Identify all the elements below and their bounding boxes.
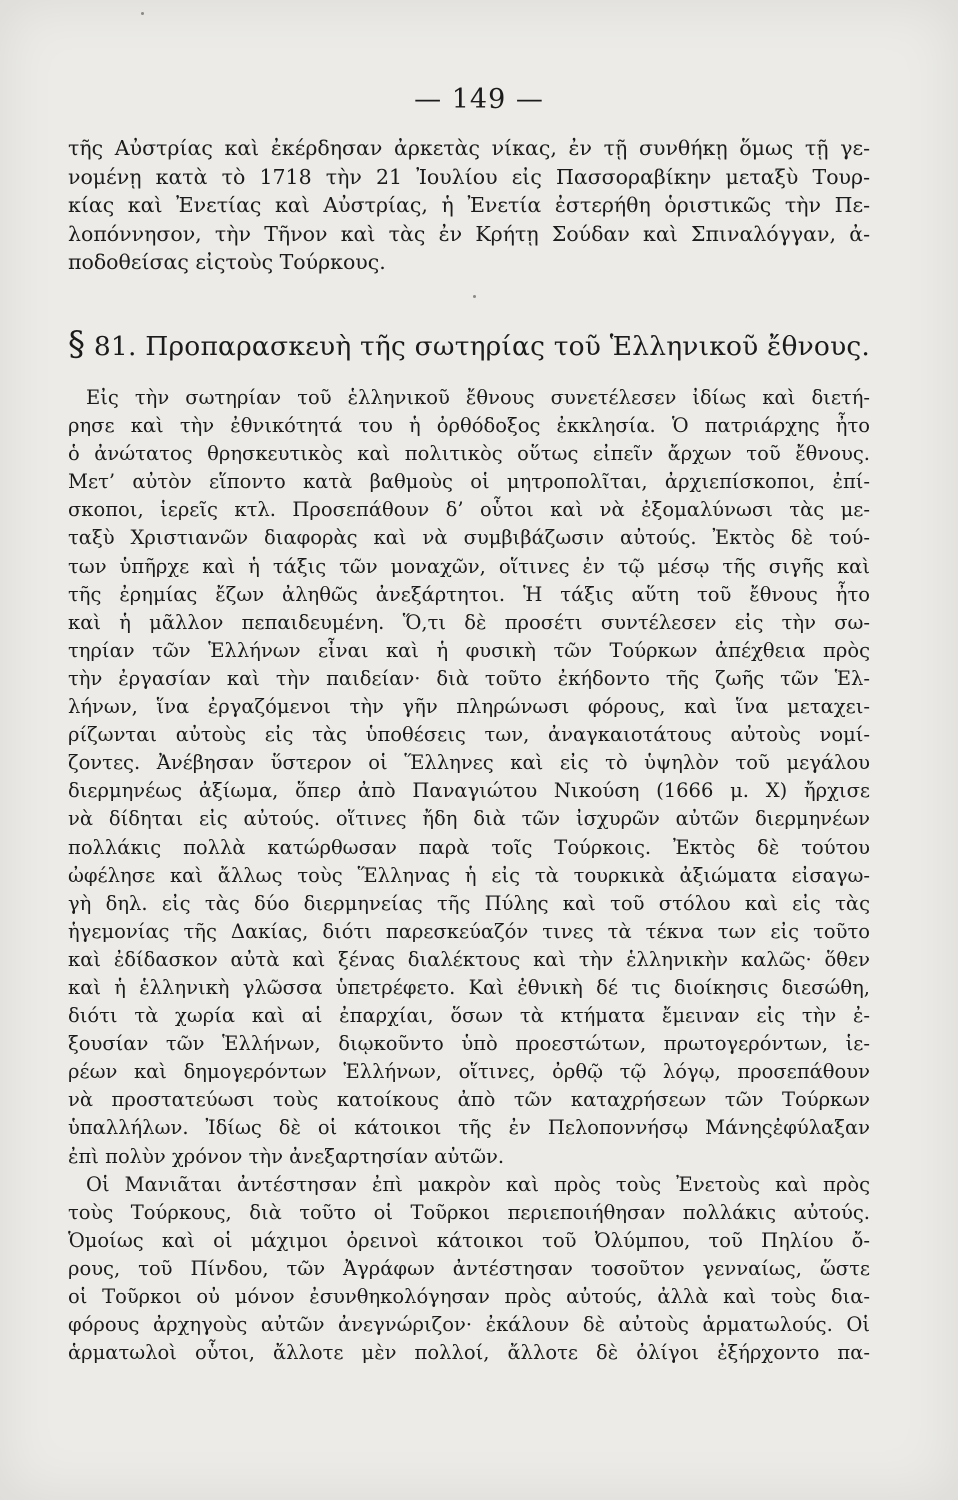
text-line: νὰ δίδηται εἰς αὐτούς. οἵτινες ἤδη διὰ τῶν ἰσχυρῶν αὐτῶν διερμηνέων [68, 807, 870, 831]
text-line: των ὑπῆρχε καὶ ἡ τάξις τῶν μοναχῶν, οἵτινες ἐν τῷ μέσῳ τῆς σιγῆς καὶ [68, 554, 870, 578]
text-line: ρους, τοῦ Πίνδου, τῶν Ἀγράφων ἀντέστησαν τοσοῦτον γενναίως, ὥστε [68, 1256, 870, 1280]
text-line: ρίζωνται αὐτοὺς εἰς τὰς ὑποθέσεις των, ἀναγκαιοτάτους αὐτοὺς νομί- [68, 723, 870, 747]
section-heading-text: 81. Προπαρασκευὴ τῆς σωτηρίας τοῦ Ἑλληνικοῦ ἔθνους. [93, 331, 871, 362]
text-line: κίας καὶ Ἐνετίας καὶ Αὐστρίας, ἡ Ἐνετία ἐστερήθη ὁριστικῶς τὴν Πε- [68, 193, 870, 218]
text-line: σκοποι, ἱερεῖς κτλ. Προσεπάθουν δ’ οὗτοι καὶ νὰ ἐξομαλύνωσι τὰς με- [68, 498, 870, 522]
text-line: ἁρματωλοὶ οὗτοι, ἄλλοτε μὲν πολλοί, ἄλλοτε δὲ ὀλίγοι ἐξήρχοντο πα- [68, 1341, 870, 1365]
text-line: ρησε καὶ τὴν ἐθνικότητά του ἡ ὀρθόδοξος ἐκκλησία. Ὁ πατριάρχης ἦτο [68, 414, 870, 438]
text-line: διότι τὰ χωρία καὶ αἱ ἐπαρχίαι, ὅσων τὰ κτήματα ἔμειναν εἰς τὴν ἐ- [68, 1004, 870, 1028]
text-line: τῆς ἐρημίας ἔζων ἀληθῶς ἀνεξάρτητοι. Ἡ τάξις αὕτη τοῦ ἔθνους ἦτο [68, 582, 870, 606]
text-line: καὶ ἐδίδασκον αὐτὰ καὶ ξένας διαλέκτους καὶ τὴν ἑλληνικὴν καλῶς· ὅθεν [68, 947, 870, 971]
text-line: ὁ ἀνώτατος θρησκευτικὸς καὶ πολιτικὸς οὕτως εἰπεῖν ἄρχων τοῦ ἔθνους. [68, 442, 870, 466]
text-line: Εἰς τὴν σωτηρίαν τοῦ ἑλληνικοῦ ἔθνους συνετέλεσεν ἰδίως καὶ διετή- [86, 386, 870, 409]
text-line: Οἱ Μανιᾶται ἀντέστησαν ἐπὶ μακρὸν καὶ πρὸς τοὺς Ἐνετοὺς καὶ πρὸς [86, 1172, 870, 1196]
paragraph-continuation [68, 134, 870, 277]
text-line: ἐπὶ πολὺν χρόνον τὴν ἀνεξαρτησίαν αὐτῶν. [68, 1144, 505, 1168]
text-line: διερμηνέως ἀξίωμα, ὅπερ ἀπὸ Παναγιώτου Νικούση (1666 μ. Χ) ἤρχισε [68, 779, 870, 803]
section-body [68, 384, 870, 1367]
text-line: Μετ’ αὐτὸν εἵποντο κατὰ βαθμοὺς οἱ μητροπολῖται, ἀρχιεπίσκοποι, ἐπί- [68, 470, 870, 494]
page-number: — 149 — [414, 84, 544, 115]
text-line: τηρίαν τῶν Ἑλλήνων εἶναι καὶ ἡ φυσικὴ τῶν Τούρκων ἀπέχθεια πρὸς [68, 638, 870, 662]
text-line: ξουσίαν τῶν Ἑλλήνων, διῳκοῦντο ὑπὸ προεστώτων, πρωτογερόντων, ἱε- [68, 1032, 870, 1056]
section-heading [68, 324, 870, 364]
text-line: νομένῃ κατὰ τὸ 1718 τὴν 21 Ἰουλίου εἰς Πασσοραβίκην μεταξὺ Τουρ- [68, 164, 870, 189]
text-line: ἡγεμονίας τῆς Δακίας, διότι παρεσκεύαζόν τινες τὰ τέκνα των εἰς τοῦτο [68, 919, 870, 943]
text-line: καὶ ἡ ἑλληνικὴ γλῶσσα ὑπετρέφετο. Καὶ ἐθνικὴ δέ τις διοίκησις διεσώθη, [68, 975, 870, 999]
text-line: καὶ ἡ μᾶλλον πεπαιδευμένη. Ὅ,τι δὲ προσέτι συντέλεσεν εἰς τὴν σω- [68, 610, 870, 634]
text-line: ρέων καὶ δημογερόντων Ἑλλήνων, οἵτινες, ὀρθῷ τῷ λόγῳ, προσεπάθουν [68, 1060, 870, 1084]
text-line: λήνων, ἵνα ἐργαζόμενοι τὴν γῆν πληρώνωσι φόρους, καὶ ἵνα μεταχει- [68, 695, 870, 719]
text-line: ζοντες. Ἀνέβησαν ὕστερον οἱ Ἕλληνες καὶ εἰς τὸ ὑψηλὸν τοῦ μεγάλου [68, 751, 870, 775]
paper-speck [473, 295, 476, 298]
text-line: φόρους ἀρχηγοὺς αὐτῶν ἀνεγνώριζον· ἐκάλουν δὲ αὐτοὺς ἁρματωλούς. Οἱ [68, 1313, 870, 1337]
text-line: πολλάκις πολλὰ κατώρθωσαν παρὰ τοῖς Τούρκοις. Ἐκτὸς δὲ τούτου [68, 835, 870, 859]
text-line: ποδοθείσας εἰςτοὺς Τούρκους. [68, 250, 386, 275]
text-line: Ὁμοίως καὶ οἱ μάχιμοι ὀρεινοὶ κάτοικοι τοῦ Ὀλύμπου, τοῦ Πηλίου ὄ- [68, 1228, 870, 1252]
section-sign: § [68, 324, 86, 364]
text-line: λοπόννησον, τὴν Τῆνον καὶ τὰς ἐν Κρήτῃ Σούδαν καὶ Σπιναλόγγαν, ἀ- [68, 221, 870, 246]
text-line: τοὺς Τούρκους, διὰ τοῦτο οἱ Τοῦρκοι περιεποιήθησαν πολλάκις αὐτούς. [68, 1200, 870, 1224]
text-line: ὠφέλησε καὶ ἄλλως τοὺς Ἕλληνας ἡ εἰς τὰ τουρκικὰ ἀξιώματα εἰσαγω- [68, 863, 870, 887]
text-line: ταξὺ Χριστιανῶν διαφορὰς καὶ νὰ συμβιβάζωσιν αὐτούς. Ἐκτὸς δὲ τού- [68, 526, 870, 550]
paper-speck [141, 12, 144, 15]
text-line: τὴν ἐργασίαν καὶ τὴν παιδείαν· διὰ τοῦτο ἐκήδοντο τῆς ζωῆς τῶν Ἑλ- [68, 666, 870, 690]
text-line: τῆς Αὐστρίας καὶ ἐκέρδησαν ἀρκετὰς νίκας, ἐν τῇ συνθήκῃ ὅμως τῇ γε- [68, 136, 870, 160]
text-line: ὑπαλλήλων. Ἰδίως δὲ οἱ κάτοικοι τῆς ἐν Πελοποννήσῳ Μάνηςἐφύλαξαν [68, 1116, 870, 1140]
text-line: νὰ προστατεύωσι τοὺς κατοίκους ἀπὸ τῶν καταχρήσεων τῶν Τούρκων [68, 1088, 870, 1112]
text-line: γὴ δηλ. εἰς τὰς δύο διερμηνείας τῆς Πύλης καὶ τοῦ στόλου καὶ εἰς τὰς [68, 891, 870, 915]
text-line: οἱ Τοῦρκοι οὐ μόνον ἐσυνθηκολόγησαν πρὸς αὐτούς, ἀλλὰ καὶ τοὺς δια- [68, 1285, 870, 1308]
